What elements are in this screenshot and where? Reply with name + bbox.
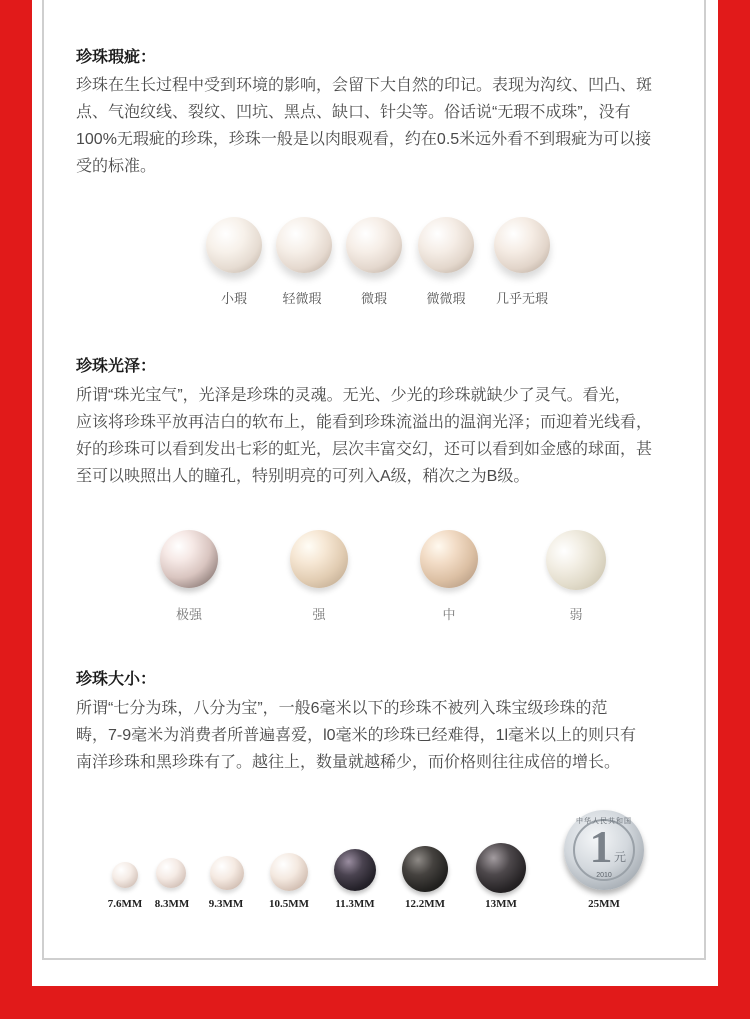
text-line: 所谓“七分为珠，八分为宝”，一般6毫米以下的珍珠不被列入珠宝级珍珠的范	[76, 700, 608, 717]
flaw-grade-label: 微微瑕	[426, 291, 466, 306]
coin-unit: 元	[614, 850, 627, 864]
pearl-image	[420, 530, 478, 588]
size-label: 10.5MM	[268, 898, 309, 910]
pearl-image	[156, 858, 186, 888]
flaw-grade-label: 微瑕	[360, 291, 387, 306]
flaw-paragraph	[76, 72, 680, 180]
coin-numeral: 1	[589, 821, 613, 872]
luster-paragraph	[76, 382, 680, 490]
pearl-image	[546, 530, 606, 590]
flaw-grade-label: 小瑕	[220, 291, 247, 306]
size-label: 25MM	[588, 898, 620, 910]
pearl-image	[290, 530, 348, 588]
luster-section-title: 珍珠光泽：	[76, 358, 157, 375]
luster-grade-label: 极强	[175, 607, 202, 622]
pearl-image	[476, 843, 526, 893]
pearl-image	[494, 217, 550, 273]
size-label: 7.6MM	[107, 898, 143, 910]
text-line: 所谓“珠光宝气”，光泽是珍珠的灵魂。无光、少光的珍珠就缺少了灵气。看光，	[76, 387, 631, 404]
text-line: 点、气泡纹线、裂纹、凹坑、黑点、缺口、针尖等。俗话说“无瑕不成珠”，没有	[76, 104, 631, 121]
luster-grade-label: 中	[442, 607, 456, 622]
flaw-grade-label: 几乎无瑕	[495, 291, 548, 306]
text-line: 至可以映照出人的瞳孔，特别明亮的可列入A级，稍次之为B级。	[76, 468, 530, 485]
coin-year: 2010	[596, 872, 612, 879]
pearl-image	[418, 217, 474, 273]
size-paragraph	[76, 695, 680, 776]
size-label: 13MM	[485, 898, 517, 910]
pearl-image	[270, 853, 308, 891]
text-line: 珍珠在生长过程中受到环境的影响，会留下大自然的印记。表现为沟纹、凹凸、斑	[76, 77, 653, 94]
pearl-image	[160, 530, 218, 588]
size-label: 11.3MM	[335, 898, 375, 910]
coin-rim-text: 中华人民共和国	[576, 818, 632, 825]
text-line: 100%无瑕疵的珍珠，珍珠一般是以肉眼观看，约在0.5米远外看不到瑕疵为可以接	[76, 131, 652, 148]
luster-grade-label: 强	[312, 607, 326, 622]
pearl-image	[112, 862, 138, 888]
text-line: 受的标准。	[76, 158, 157, 175]
content-card	[32, 0, 718, 986]
luster-grade-label: 弱	[569, 607, 583, 622]
text-line: 畴，7-9毫米为消费者所普遍喜爱，l0毫米的珍珠已经难得，1l毫米以上的则只有	[76, 727, 637, 744]
pearl-image	[334, 849, 376, 891]
coin-image	[564, 810, 644, 890]
pearl-image	[276, 217, 332, 273]
size-section-title: 珍珠大小：	[76, 671, 157, 688]
text-line: 好的珍珠可以看到发出七彩的虹光，层次丰富交幻，还可以看到如金感的球面，甚	[76, 441, 653, 458]
flaw-grade-label: 轻微瑕	[282, 291, 322, 306]
pearl-image	[210, 856, 244, 890]
pearl-image	[402, 846, 448, 892]
text-line: 南洋珍珠和黑珍珠有了。越往上，数量就越稀少，而价格则往往成倍的增长。	[76, 754, 621, 771]
flaw-section-title: 珍珠瑕疵：	[76, 49, 157, 66]
size-label: 9.3MM	[208, 898, 244, 910]
size-label: 12.2MM	[404, 898, 445, 910]
pearl-image	[346, 217, 402, 273]
pearl-image	[206, 217, 262, 273]
size-label: 8.3MM	[154, 898, 190, 910]
text-line: 应该将珍珠平放再洁白的软布上，能看到珍珠流溢出的温润光泽；而迎着光线看，	[76, 414, 653, 431]
